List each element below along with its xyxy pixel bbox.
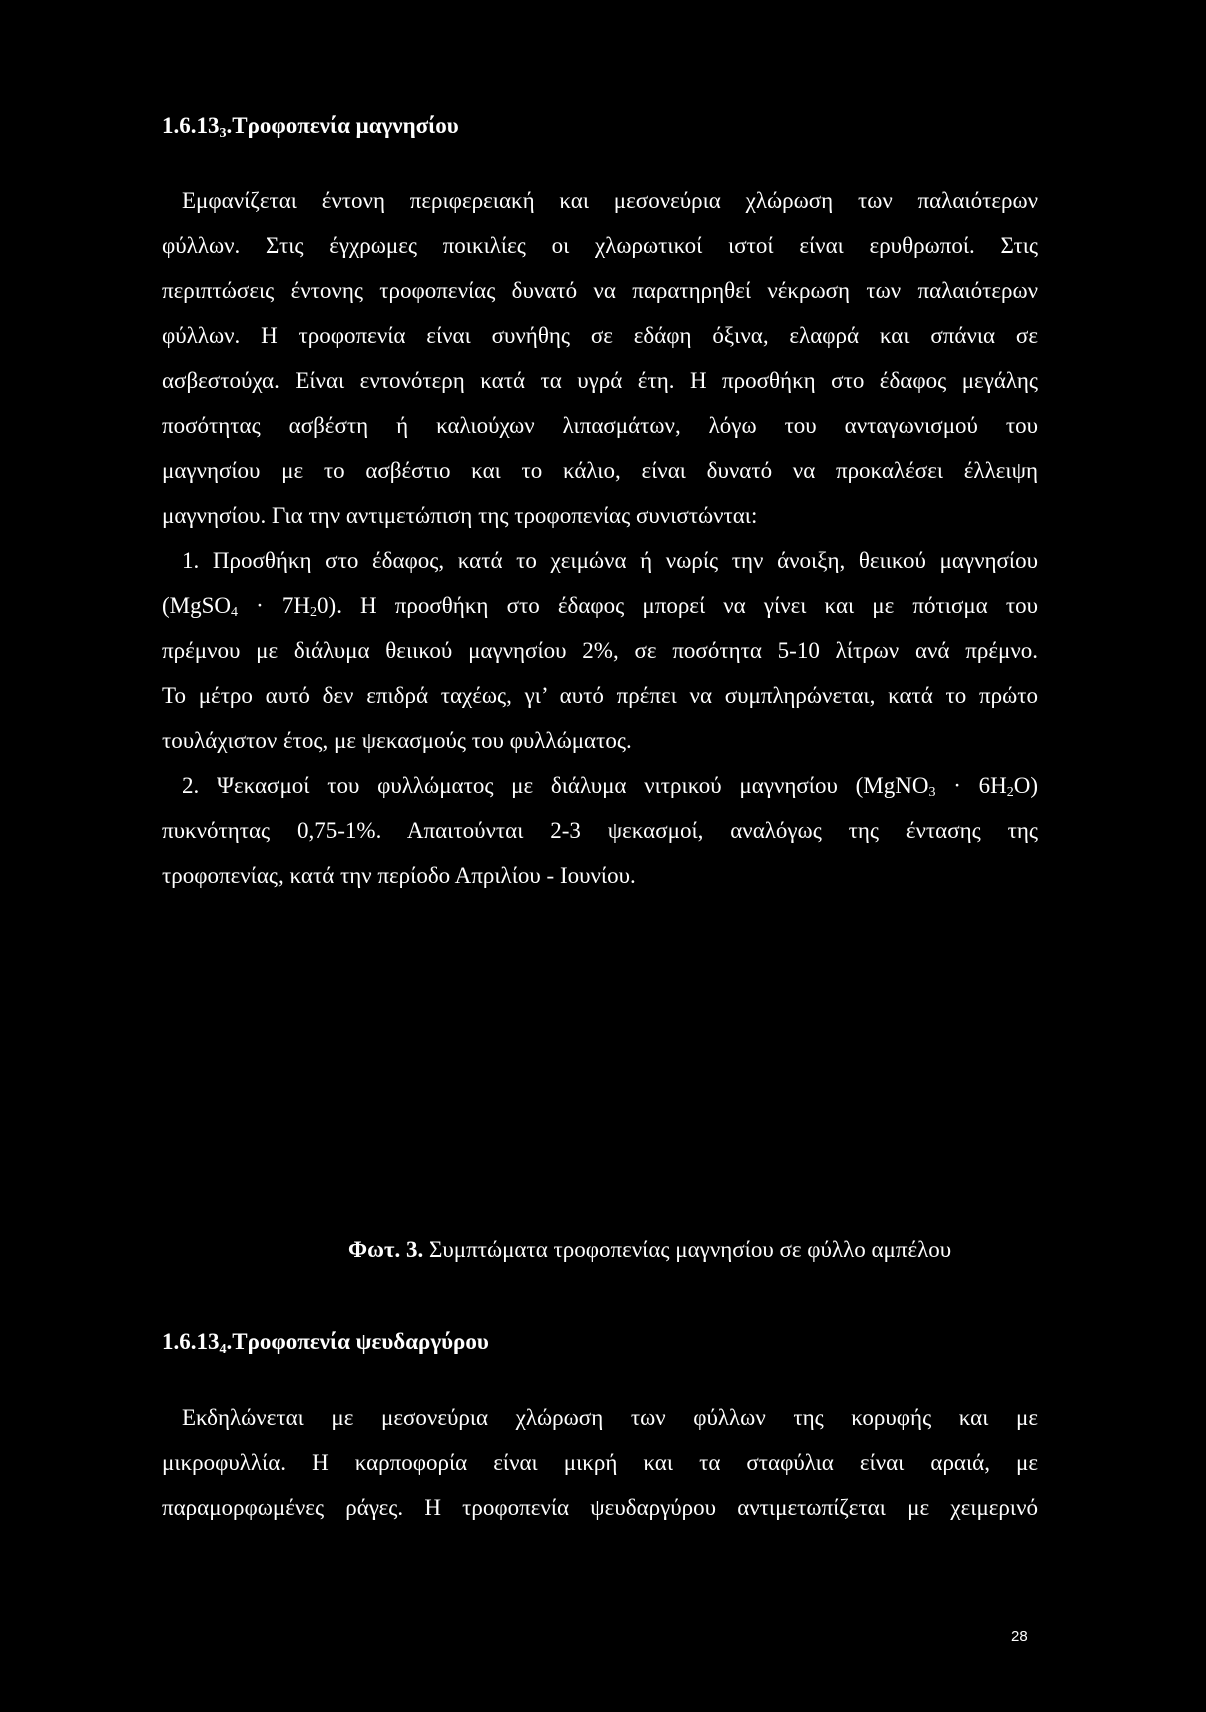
section-dot: . [226, 113, 233, 138]
section-number: 1.6.13 [162, 113, 220, 138]
paragraph-line: πυκνότητας 0,75-1%. Απαιτούνται 2-3 ψεκασμοί, αναλόγως της έντασης της [162, 818, 1038, 843]
formula-text: · 7H [238, 593, 311, 618]
paragraph-line: Το μέτρο αυτό δεν επιδρά ταχέως, γι’ αυτό πρέπει να συμπληρώνεται, κατά το πρώτο [162, 683, 1038, 708]
section-title: Τροφοπενία μαγνησίου [232, 113, 459, 138]
section-body-magnesium [162, 178, 1038, 898]
section-body-zinc [162, 1395, 1038, 1530]
paragraph-line: φύλλων. Στις έγχρωμες ποικιλίες οι χλωρωτικοί ιστοί είναι ερυθρωποί. Στις [162, 233, 1038, 258]
formula-line [162, 583, 1038, 628]
section-heading-zinc [162, 1329, 489, 1355]
paragraph-line: μικροφυλλία. Η καρποφορία είναι μικρή και τα σταφύλια είναι αραιά, με [162, 1450, 1038, 1475]
section-subnumber: 3 [219, 126, 227, 141]
formula-subscript: 3 [928, 785, 936, 800]
formula-subscript: 2 [310, 605, 318, 620]
formula-text: 0). Η προσθήκη στο έδαφος μπορεί να γίνει και με πότισμα του [317, 593, 1038, 618]
caption-label: Φωτ. 3. [348, 1237, 424, 1262]
paragraph-line: πρέμνου με διάλυμα θειικού μαγνησίου 2%, σε ποσότητα 5-10 λίτρων ανά πρέμνο. [162, 638, 1038, 663]
formula-subscript: 2 [1006, 785, 1014, 800]
section-title: Τροφοπενία ψευδαργύρου [232, 1329, 489, 1354]
paragraph-line: περιπτώσεις έντονης τροφοπενίας δυνατό να παρατηρηθεί νέκρωση των παλαιότερων [162, 278, 1038, 303]
paragraph-line: Εμφανίζεται έντονη περιφερειακή και μεσονεύρια χλώρωση των παλαιότερων [182, 188, 1038, 213]
photo-caption [348, 1237, 951, 1263]
paragraph-line: φύλλων. Η τροφοπενία είναι συνήθης σε εδάφη όξινα, ελαφρά και σπάνια σε [162, 323, 1038, 348]
paragraph-line: Εκδηλώνεται με μεσονεύρια χλώρωση των φύλλων της κορυφής και με [182, 1405, 1038, 1430]
paragraph-line: παραμορφωμένες ράγες. Η τροφοπενία ψευδαργύρου αντιμετωπίζεται με χειμερινό [162, 1495, 1038, 1520]
section-number: 1.6.13 [162, 1329, 220, 1354]
formula-text: (MgSO [162, 593, 232, 618]
formula-text: 2. Ψεκασμοί του φυλλώματος με διάλυμα νιτρικού μαγνησίου (MgNO [182, 773, 929, 798]
list-item-2 [162, 763, 1038, 808]
section-subnumber: 4 [219, 1342, 227, 1357]
section-dot: . [226, 1329, 233, 1354]
caption-text: Συμπτώματα τροφοπενίας μαγνησίου σε φύλλο αμπέλου [428, 1237, 952, 1262]
page-number: 28 [1011, 1628, 1028, 1645]
paragraph-line: τροφοπενίας, κατά την περίοδο Απριλίου - Ιουνίου. [162, 863, 636, 888]
formula-subscript: 4 [231, 605, 239, 620]
paragraph-line: ποσότητας ασβέστη ή καλιούχων λιπασμάτων, λόγω του ανταγωνισμού του [162, 413, 1038, 438]
paragraph-line: τουλάχιστον έτος, με ψεκασμούς του φυλλώματος. [162, 728, 632, 753]
paragraph-line: ασβεστούχα. Είναι εντονότερη κατά τα υγρά έτη. Η προσθήκη στο έδαφος μεγάλης [162, 368, 1038, 393]
paragraph-line: μαγνησίου με το ασβέστιο και το κάλιο, είναι δυνατό να προκαλέσει έλλειψη [162, 458, 1038, 483]
formula-text: · 6H [935, 773, 1007, 798]
section-heading-magnesium [162, 113, 459, 139]
paragraph-line: μαγνησίου. Για την αντιμετώπιση της τροφοπενίας συνιστώνται: [162, 503, 758, 528]
formula-text: O) [1013, 773, 1038, 798]
list-item-1: 1. Προσθήκη στο έδαφος, κατά το χειμώνα ή νωρίς την άνοιξη, θειικού μαγνησίου [182, 548, 1038, 573]
